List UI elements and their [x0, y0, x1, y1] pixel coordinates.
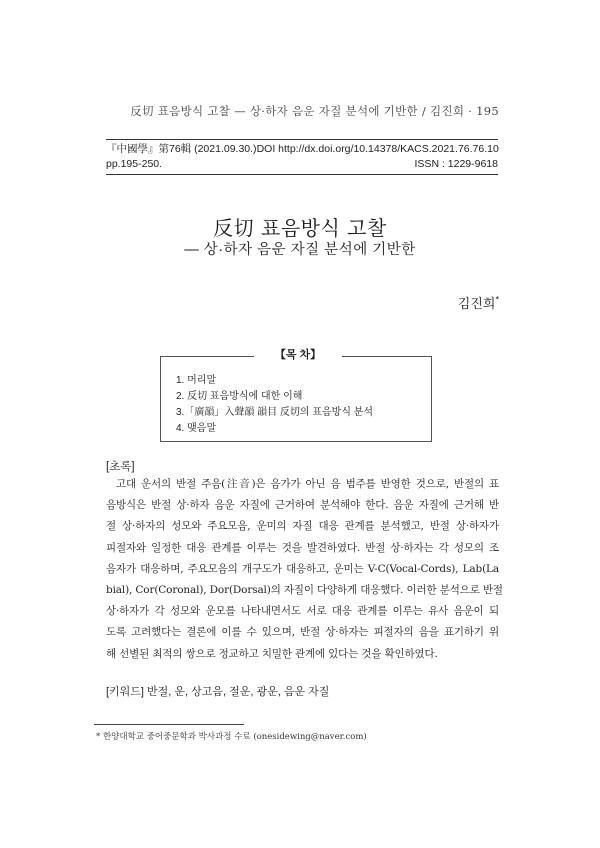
abstract-line: 음방식은 반절 상·하자 음운 자질에 근거하여 분석해야 한다. 음운 자질에 근거해 반 [106, 499, 499, 512]
toc-item[interactable]: 4. 맺음말 [176, 423, 217, 434]
toc-item[interactable]: 3.「廣韻」入聲韻 韻目 反切의 표음방식 분석 [176, 407, 374, 418]
issn: ISSN : 1229-9618 [414, 158, 498, 170]
abstract-body [106, 474, 503, 665]
author [0, 293, 499, 312]
page-range: pp.195-250. [106, 158, 163, 170]
ref-rule-top [106, 139, 498, 140]
journal-citation: 『中國學』第76輯 (2021.09.30.) [106, 143, 257, 155]
author-footnote: * 한양대학교 중어중문학과 박사과정 수료 (onesidewing@naver.com) [96, 732, 367, 742]
toc-item[interactable]: 2. 反切 표음방식에 대한 이해 [176, 391, 303, 402]
abstract-line: 해 선별된 최적의 쌍으로 정교하고 치밀한 관계에 있다는 것을 확인하였다. [106, 647, 438, 660]
abstract-line: 음자가 대응하며, 주요모음의 개구도가 대응하고, 운미는 V-C(Vocal-Cords), Lab(La [106, 562, 499, 575]
abstract-line: 절 상·하자의 성모와 주요모음, 운미의 자질 대응 관계를 분석했고, 반절 상·하자가 [106, 520, 499, 533]
footnote-rule [94, 724, 244, 725]
abstract-line: 피절자와 일정한 대응 관계를 이루는 것을 발견하였다. 반절 상·하자는 각 성모의 조 [106, 541, 499, 554]
author-footnote-mark[interactable]: * [495, 294, 499, 305]
ref-rule-bottom [106, 174, 498, 175]
running-head: 反切 표음방식 고찰 — 상·하자 음운 자질 분석에 기반한 / 김진희 · 195 [130, 104, 499, 118]
abstract-line: 고대 운서의 반절 주음(注音)은 음가가 아닌 음 범주를 반영한 것으로, 반절의 표 [116, 478, 499, 490]
paper-subtitle: — 상·하자 음운 자질 분석에 기반한 [184, 242, 416, 258]
keywords: [키워드] 반절, 운, 상고음, 절운, 광운, 음운 자질 [106, 686, 330, 698]
paper-title: 反切 표음방식 고찰 [213, 216, 387, 240]
reference-block [106, 142, 498, 172]
toc-heading: 【목 차】 [254, 346, 342, 362]
doi-link[interactable]: DOI http://dx.doi.org/10.14378/KACS.2021.76.76.10 [256, 143, 499, 155]
toc-list [176, 373, 426, 437]
abstract-line: 도록 고려했다는 결론에 이를 수 있으며, 반절 상·하자는 피절자의 음을 표기하기 위 [106, 626, 499, 639]
abstract-line: bial), Cor(Coronal), Dor(Dorsal)의 자질이 다양하게 대응했다. 이러한 분석으로 반절 [106, 584, 503, 597]
abstract-label: [초록] [106, 461, 135, 473]
toc-item[interactable]: 1. 머리말 [176, 375, 217, 386]
author-name: 김진희 [457, 296, 496, 311]
abstract-line: 상·하자가 각 성모와 운모를 나타내면서도 서로 대응 관계를 이루는 유사 음운이 되 [106, 605, 499, 618]
